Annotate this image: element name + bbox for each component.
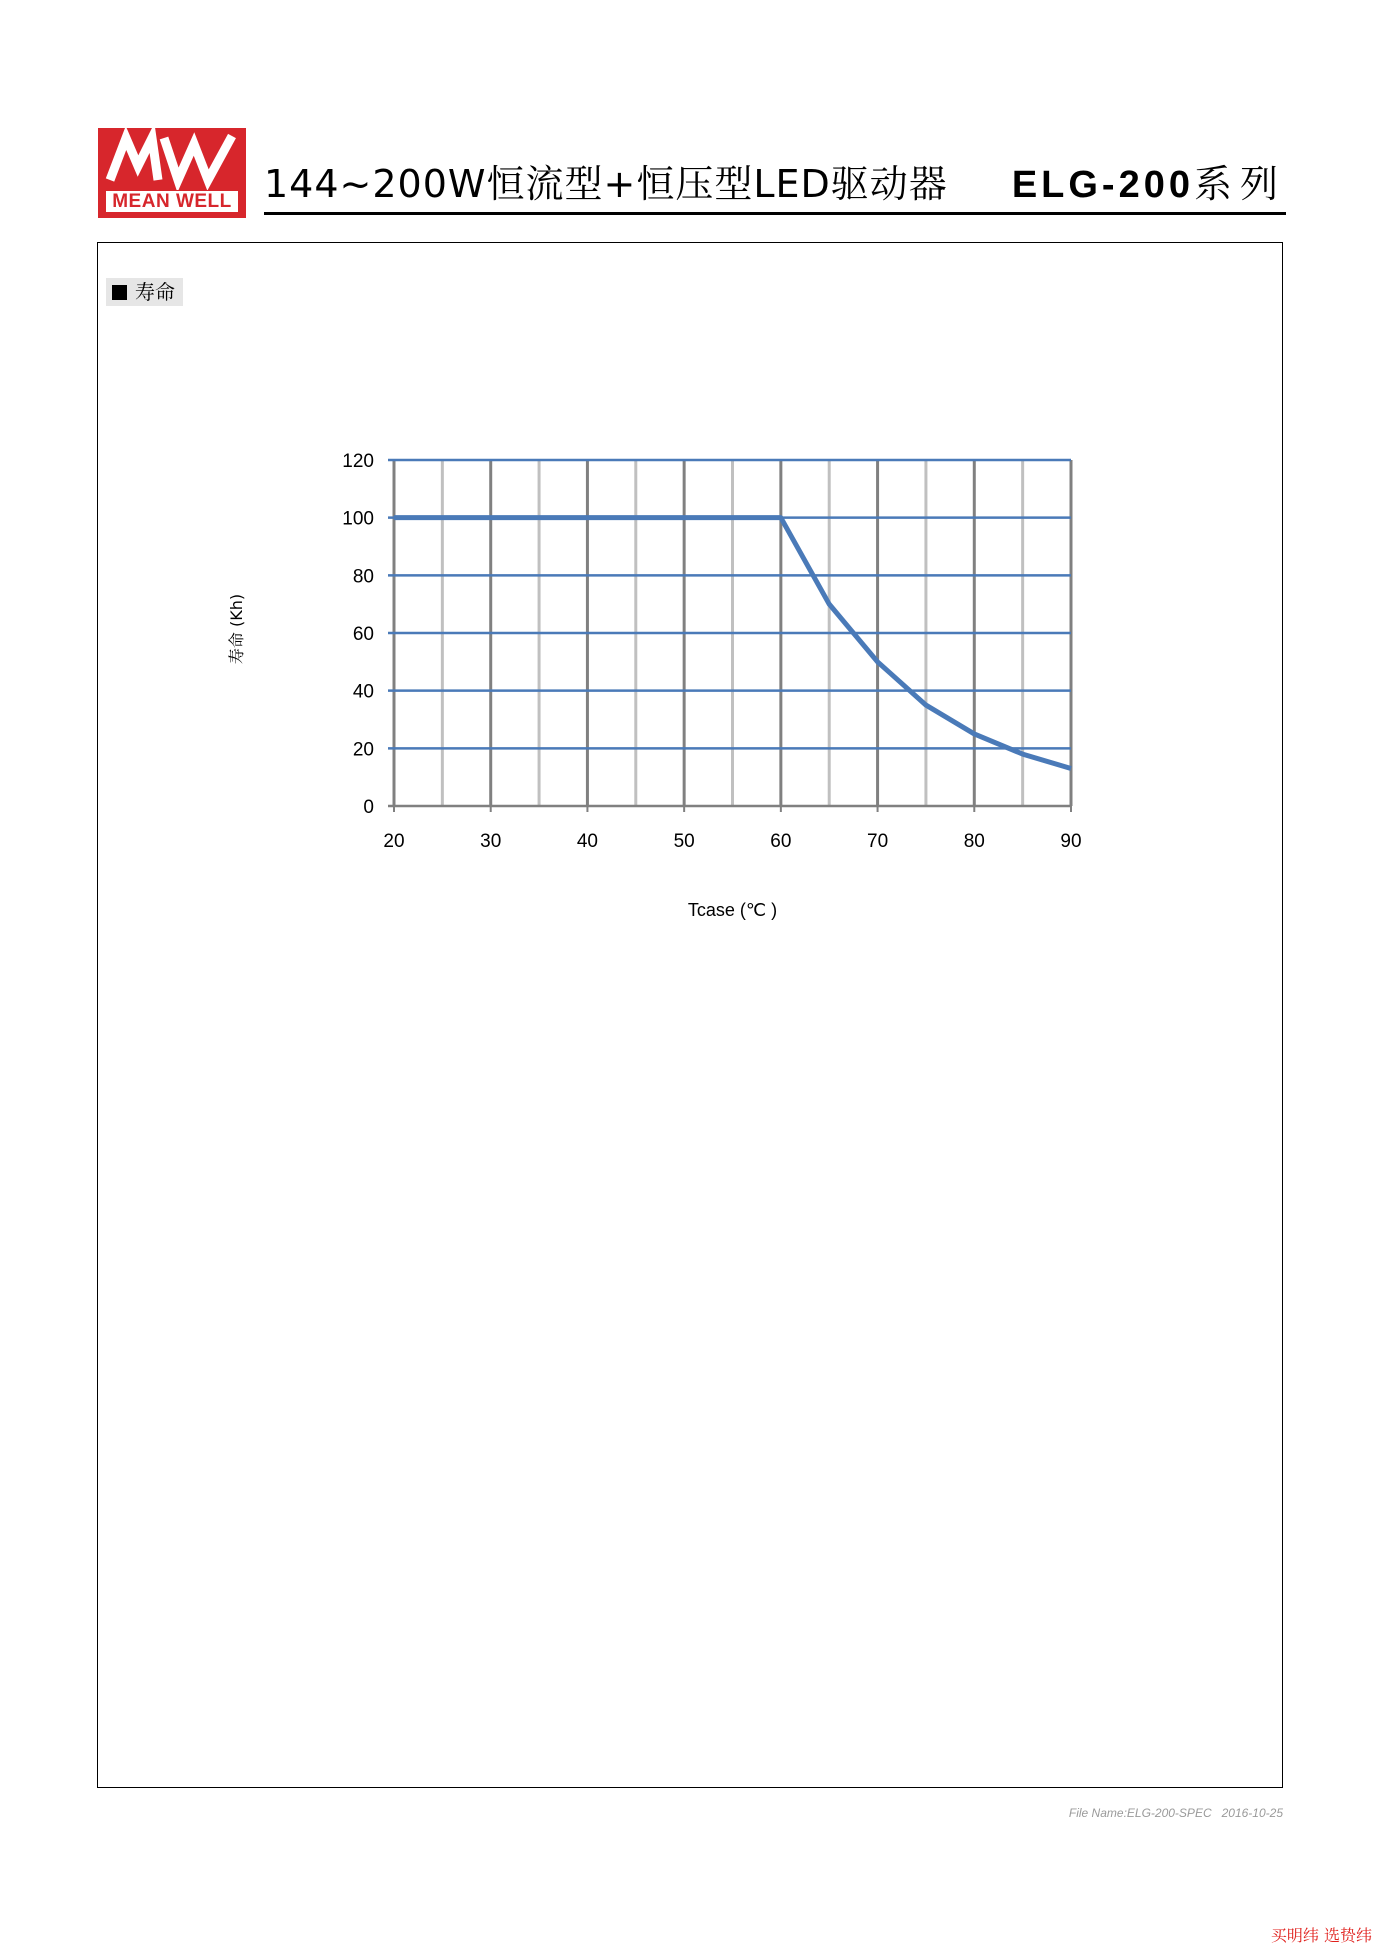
- y-tick-label: 20: [352, 739, 374, 761]
- y-axis-label: 寿命 (Kh): [227, 593, 246, 665]
- y-tick-label: 40: [352, 681, 374, 703]
- chart-labels: [227, 451, 1082, 920]
- x-tick-label: 70: [867, 831, 889, 852]
- y-tick-label: 80: [352, 566, 374, 588]
- x-tick-label: 60: [770, 831, 792, 852]
- watermark-text: 买明纬 选贽纬: [1270, 1926, 1372, 1945]
- y-tick-label: 120: [342, 451, 374, 472]
- chart-grid: [388, 460, 1071, 806]
- series-model: ELG-200: [1011, 164, 1194, 206]
- file-date: 2016-10-25: [1221, 1806, 1283, 1820]
- x-tick-label: 30: [480, 831, 502, 852]
- x-tick-label: 50: [673, 831, 695, 852]
- x-tick-label: 20: [383, 831, 405, 852]
- y-tick-label: 100: [342, 508, 374, 530]
- brand-name: MEAN WELL: [106, 191, 238, 212]
- x-tick-label: 90: [1060, 831, 1082, 852]
- y-tick-label: 60: [352, 624, 374, 645]
- x-tick-label: 40: [576, 831, 598, 852]
- file-name: File Name:ELG-200-SPEC: [1068, 1806, 1212, 1820]
- page-title: 144~200W恒流型+恒压型LED驱动器: [264, 162, 948, 206]
- x-tick-label: 80: [963, 831, 985, 852]
- y-tick-label: 0: [363, 797, 374, 818]
- series-suffix: 系列: [1193, 162, 1286, 206]
- x-axis-label: Tcase (℃ ): [687, 900, 778, 920]
- section-heading-text: 寿命: [135, 280, 175, 304]
- file-info: [1069, 1806, 1283, 1820]
